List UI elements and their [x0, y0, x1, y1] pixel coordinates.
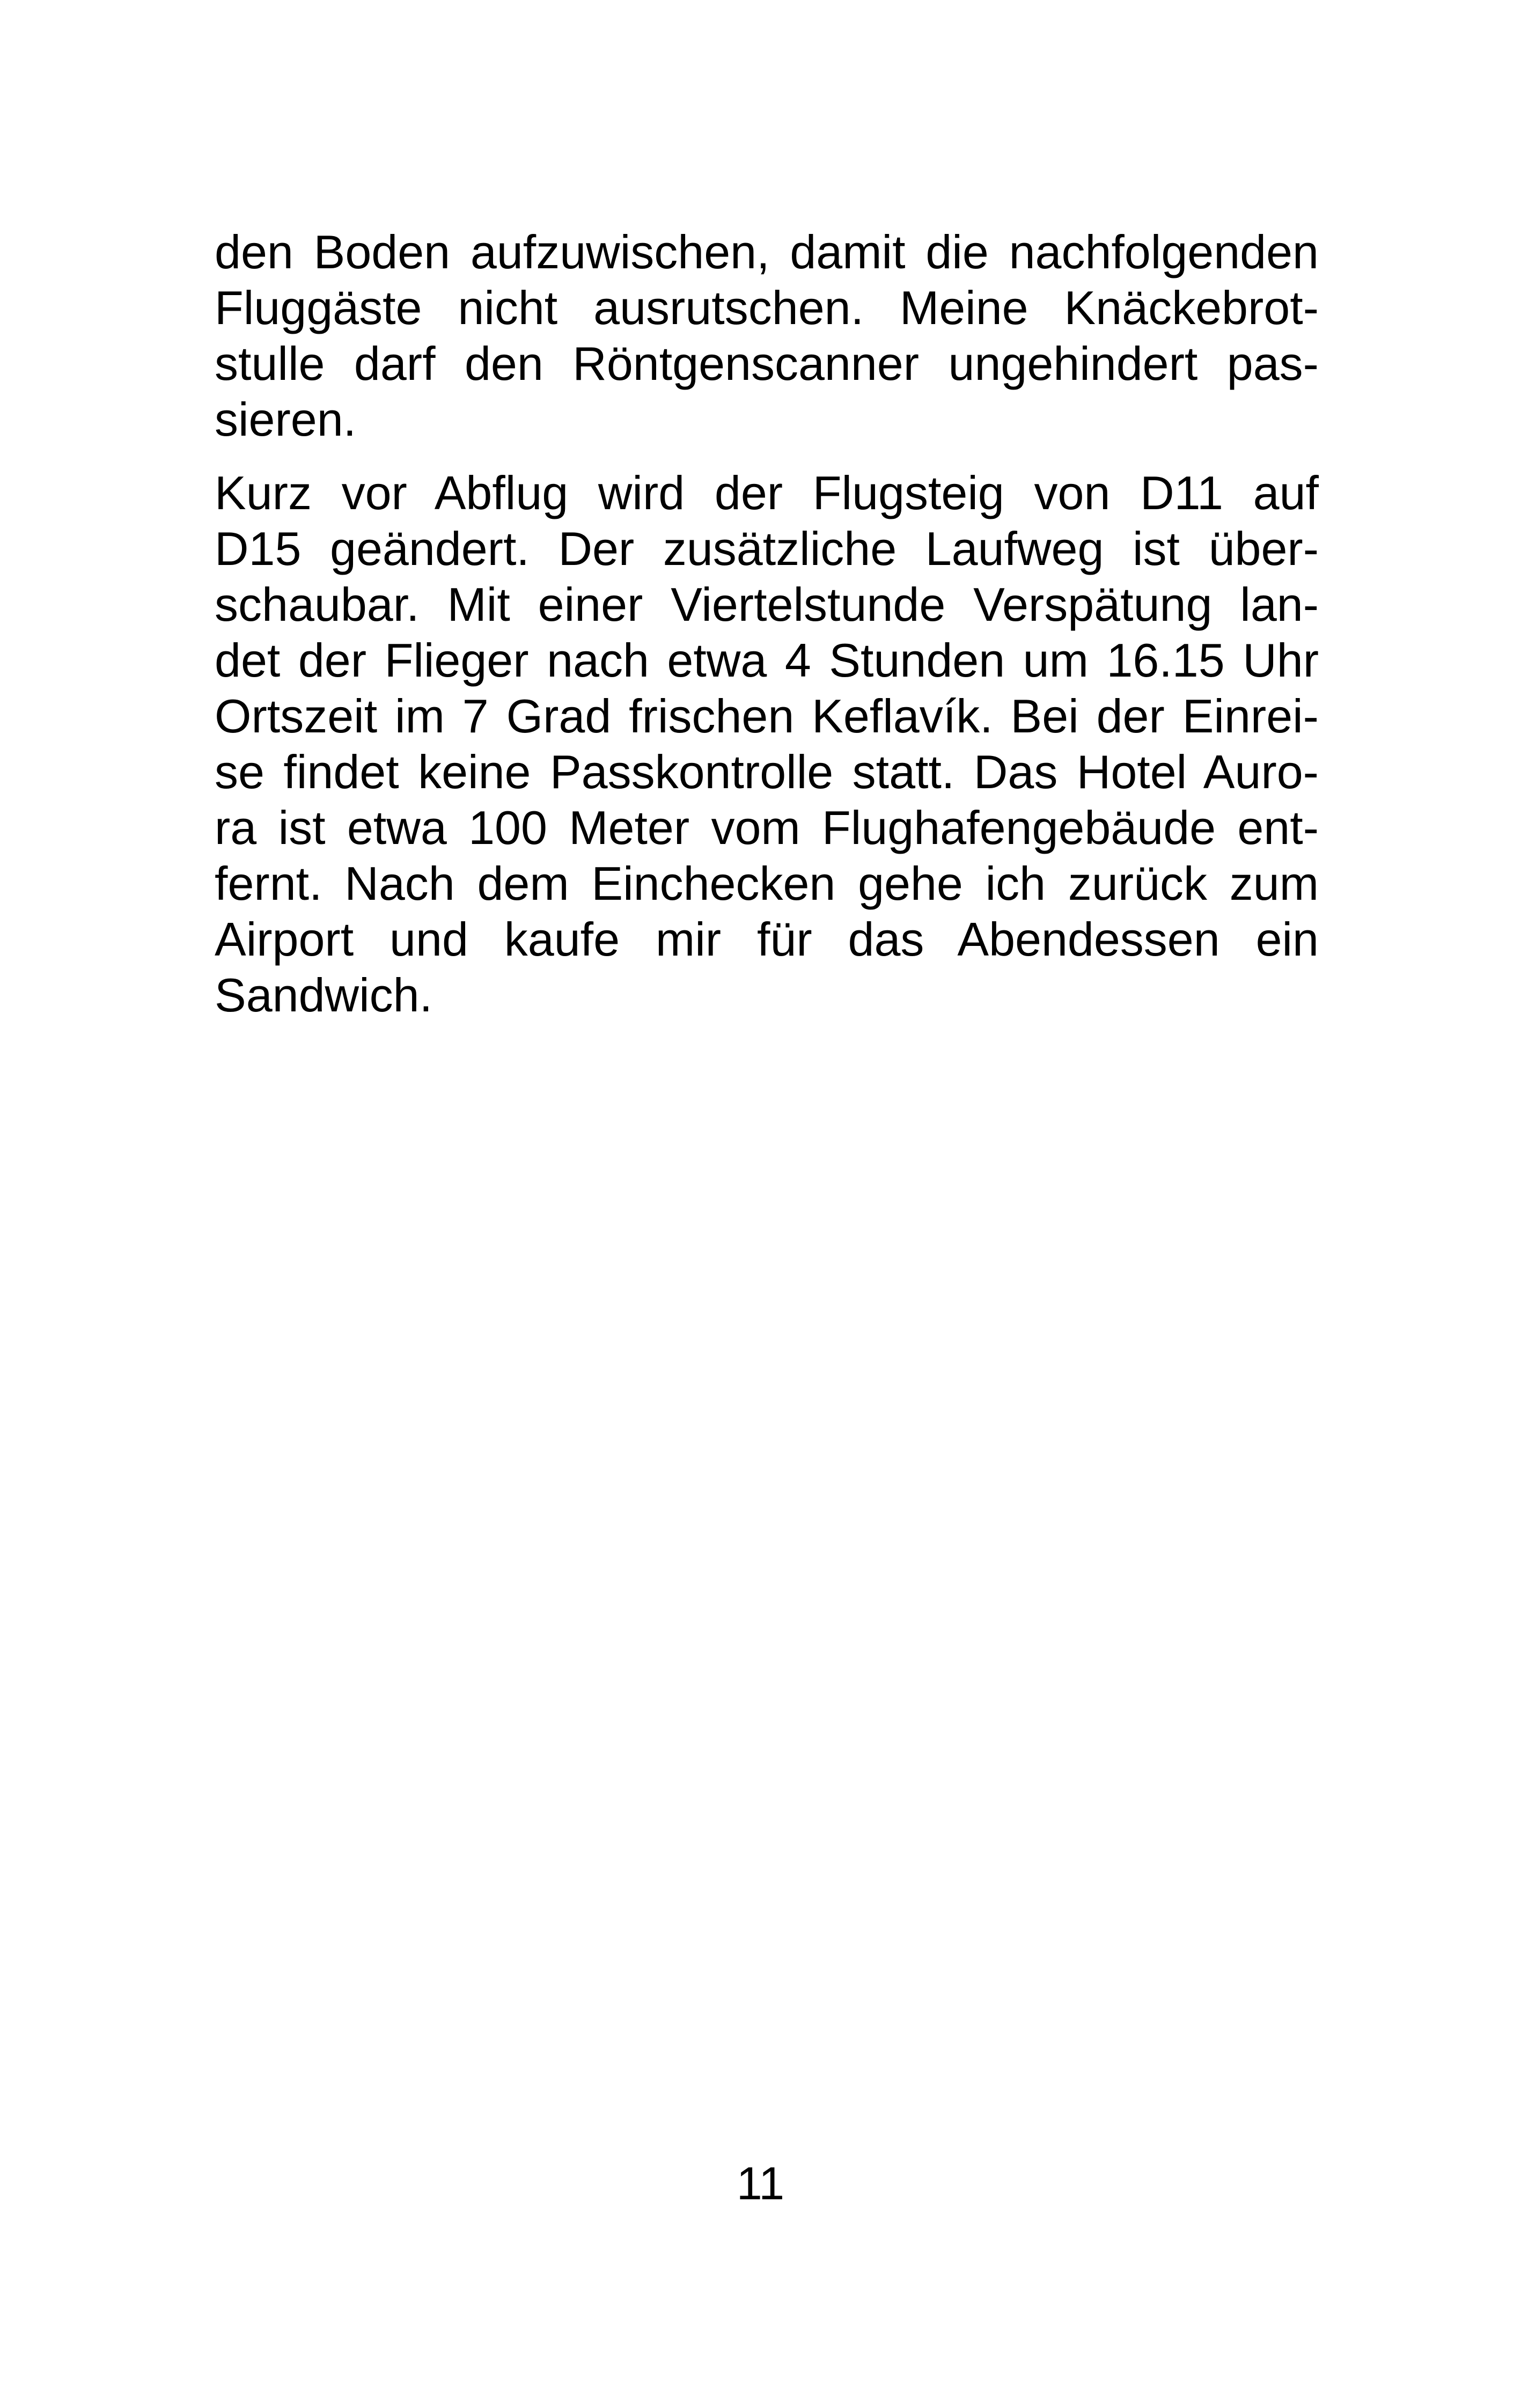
- page-number: 11: [736, 2158, 785, 2209]
- text-line: stulle darf den Röntgenscanner ungehindert pas-: [215, 337, 1319, 390]
- text-line: den Boden aufzuwischen, damit die nachfolgenden: [215, 225, 1319, 278]
- text-line: Sandwich.: [215, 968, 433, 1022]
- text-line: D15 geändert. Der zusätzliche Laufweg ist über-: [215, 522, 1319, 575]
- text-line: schaubar. Mit einer Viertelstunde Verspätung lan-: [215, 578, 1319, 631]
- text-line: Ortszeit im 7 Grad frischen Keflavík. Bei der Einrei-: [215, 689, 1319, 743]
- text-line: Kurz vor Abflug wird der Flugsteig von D11 auf: [215, 466, 1319, 519]
- paragraph-spacer: [215, 447, 1319, 465]
- text-line: sieren.: [215, 393, 357, 446]
- text-line: Fluggäste nicht ausrutschen. Meine Knäckebrot-: [215, 281, 1319, 334]
- text-line: Airport und kaufe mir für das Abendessen ein: [215, 913, 1319, 966]
- body-text: [215, 224, 1319, 1023]
- paragraph-2: [215, 465, 1319, 1023]
- text-line: fernt. Nach dem Einchecken gehe ich zurück zum: [215, 857, 1319, 910]
- paragraph-1: [215, 224, 1319, 447]
- text-line: ra ist etwa 100 Meter vom Flughafengebäude ent-: [215, 801, 1319, 854]
- text-line: det der Flieger nach etwa 4 Stunden um 16.15 Uhr: [215, 634, 1319, 687]
- text-line: se findet keine Passkontrolle statt. Das Hotel Auro-: [215, 745, 1319, 798]
